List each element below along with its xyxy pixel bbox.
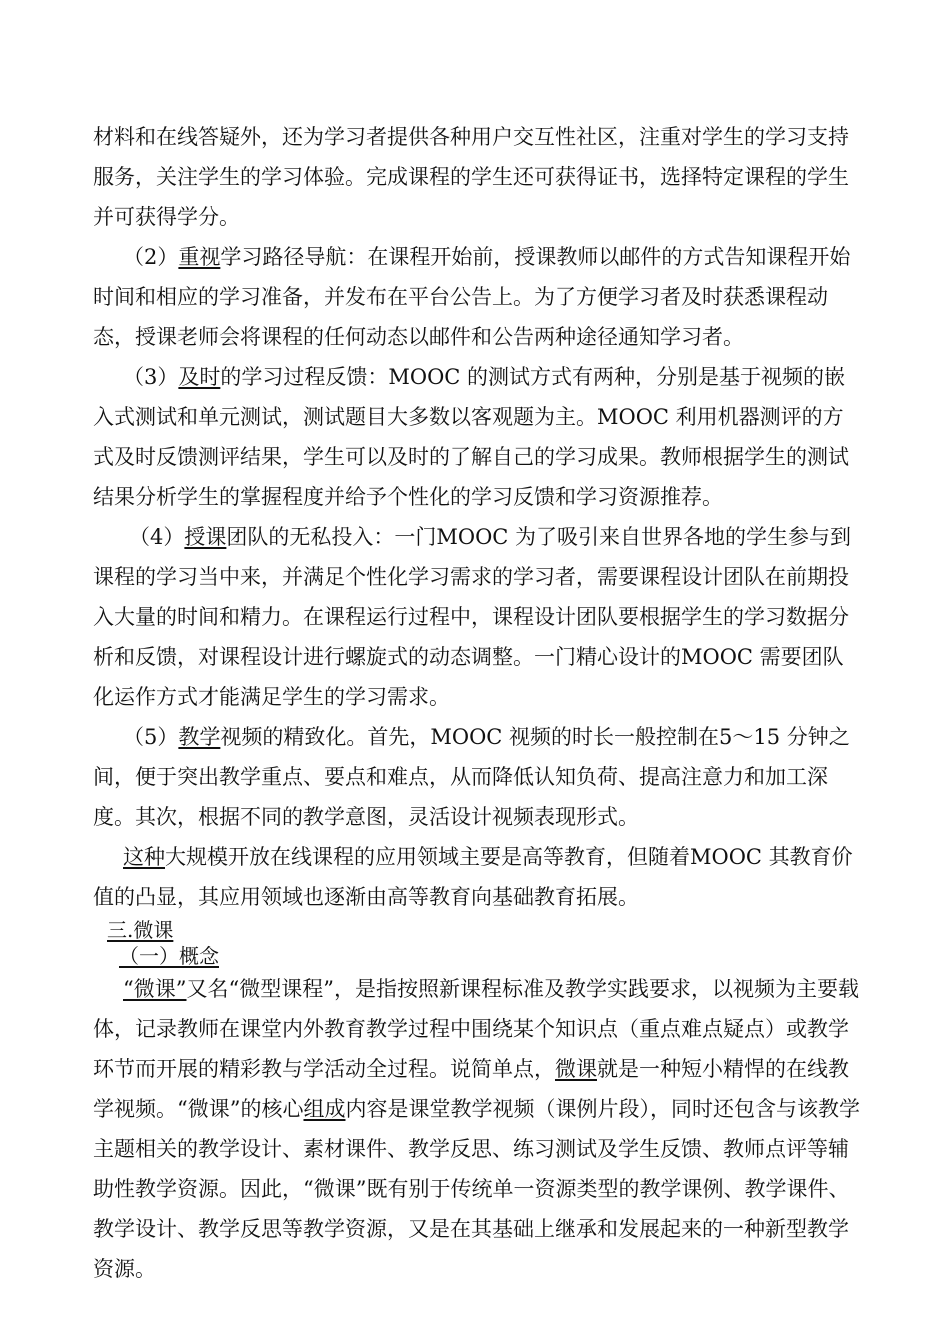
definition-text: 内容是课堂教学视频（课例片段），同时还包含与该教学主题相关的教学设计、素材课件、教学反思、练习测试及学生反馈、教师点评等辅助性教学资源。因此，“微课”既有别于传统单一资源类型的教学课例、教学课件、教学设计、教学反思等教学资源，又是在其基础上继承和发展起来的一种新型教学资源。 bbox=[93, 1097, 860, 1281]
paragraph-point-5 bbox=[93, 717, 861, 837]
paragraph-microlecture-definition bbox=[93, 969, 861, 1289]
underlined-term: 组成 bbox=[303, 1097, 346, 1121]
underlined-term: 授课 bbox=[184, 525, 227, 549]
underlined-term: 微课 bbox=[555, 1057, 597, 1081]
point-text: 视频的精致化。首先，MOOC 视频的时长一般控制在5～15 分钟之间，便于突出教学重点、要点和难点，从而降低认知负荷、提高注意力和加工深度。其次，根据不同的教学意图，灵活设计视频表现形式。 bbox=[93, 725, 850, 829]
paragraph-point-4 bbox=[93, 517, 861, 717]
paragraph-mooc-intro: 材料和在线答疑外，还为学习者提供各种用户交互性社区，注重对学生的学习支持服务，关注学生的学习体验。完成课程的学生还可获得证书，选择特定课程的学生并可获得学分。 bbox=[93, 125, 849, 229]
point-number: （3） bbox=[123, 365, 179, 389]
summary-text: 大规模开放在线课程的应用领域主要是高等教育，但随着MOOC 其教育价值的凸显，其应用领域也逐渐由高等教育向基础教育拓展。 bbox=[93, 845, 853, 909]
point-text: 学习路径导航：在课程开始前，授课教师以邮件的方式告知课程开始时间和相应的学习准备，并发布在平台公告上。为了方便学习者及时获悉课程动态，授课老师会将课程的任何动态以邮件和公告两种途径通知学习者。 bbox=[93, 245, 851, 349]
underlined-term: 重视 bbox=[178, 245, 221, 269]
paragraph-mooc-summary bbox=[93, 837, 861, 917]
subsection-heading-text: （一）概念 bbox=[119, 944, 219, 968]
point-number: （2） bbox=[123, 245, 179, 269]
section-heading bbox=[93, 917, 861, 943]
document-body bbox=[93, 117, 861, 1289]
underlined-term: “微课” bbox=[123, 977, 187, 1001]
paragraph-point-3 bbox=[93, 357, 861, 517]
point-text: 团队的无私投入：一门MOOC 为了吸引来自世界各地的学生参与到课程的学习当中来，并满足个性化学习需求的学习者，需要课程设计团队在前期投入大量的时间和精力。在课程运行过程中，课程设计团队要根据学生的学习数据分析和反馈，对课程设计进行螺旋式的动态调整。一门精心设计的MOOC 需要团队化运作方式才能满足学生的学习需求。 bbox=[93, 525, 852, 709]
definition-text: 就是一种短小精悍的在线教学视频。“微课”的核心 bbox=[93, 1057, 849, 1121]
definition-text: 又名“微型课程”，是指按照新课程标准及教学实践要求，以视频为主要载体，记录教师在课堂内外教育教学过程中围绕某个知识点（重点难点疑点）或教学环节而开展的精彩教与学活动全过程。说简单点， bbox=[93, 977, 859, 1081]
paragraph-point-2 bbox=[93, 237, 861, 357]
underlined-term: 这种 bbox=[123, 845, 165, 869]
point-number: （5） bbox=[123, 725, 179, 749]
subsection-heading bbox=[93, 943, 861, 969]
point-number: （4） bbox=[129, 525, 185, 549]
section-heading-text: 三.微课 bbox=[107, 918, 174, 942]
underlined-term: 教学 bbox=[178, 725, 221, 749]
point-text: 的学习过程反馈：MOOC 的测试方式有两种，分别是基于视频的嵌入式测试和单元测试，测试题目大多数以客观题为主。MOOC 利用机器测评的方式及时反馈测评结果，学生可以及时的了解自己的学习成果。教师根据学生的测试结果分析学生的掌握程度并给予个性化的学习反馈和学习资源推荐。 bbox=[93, 365, 849, 509]
underlined-term: 及时 bbox=[178, 365, 221, 389]
